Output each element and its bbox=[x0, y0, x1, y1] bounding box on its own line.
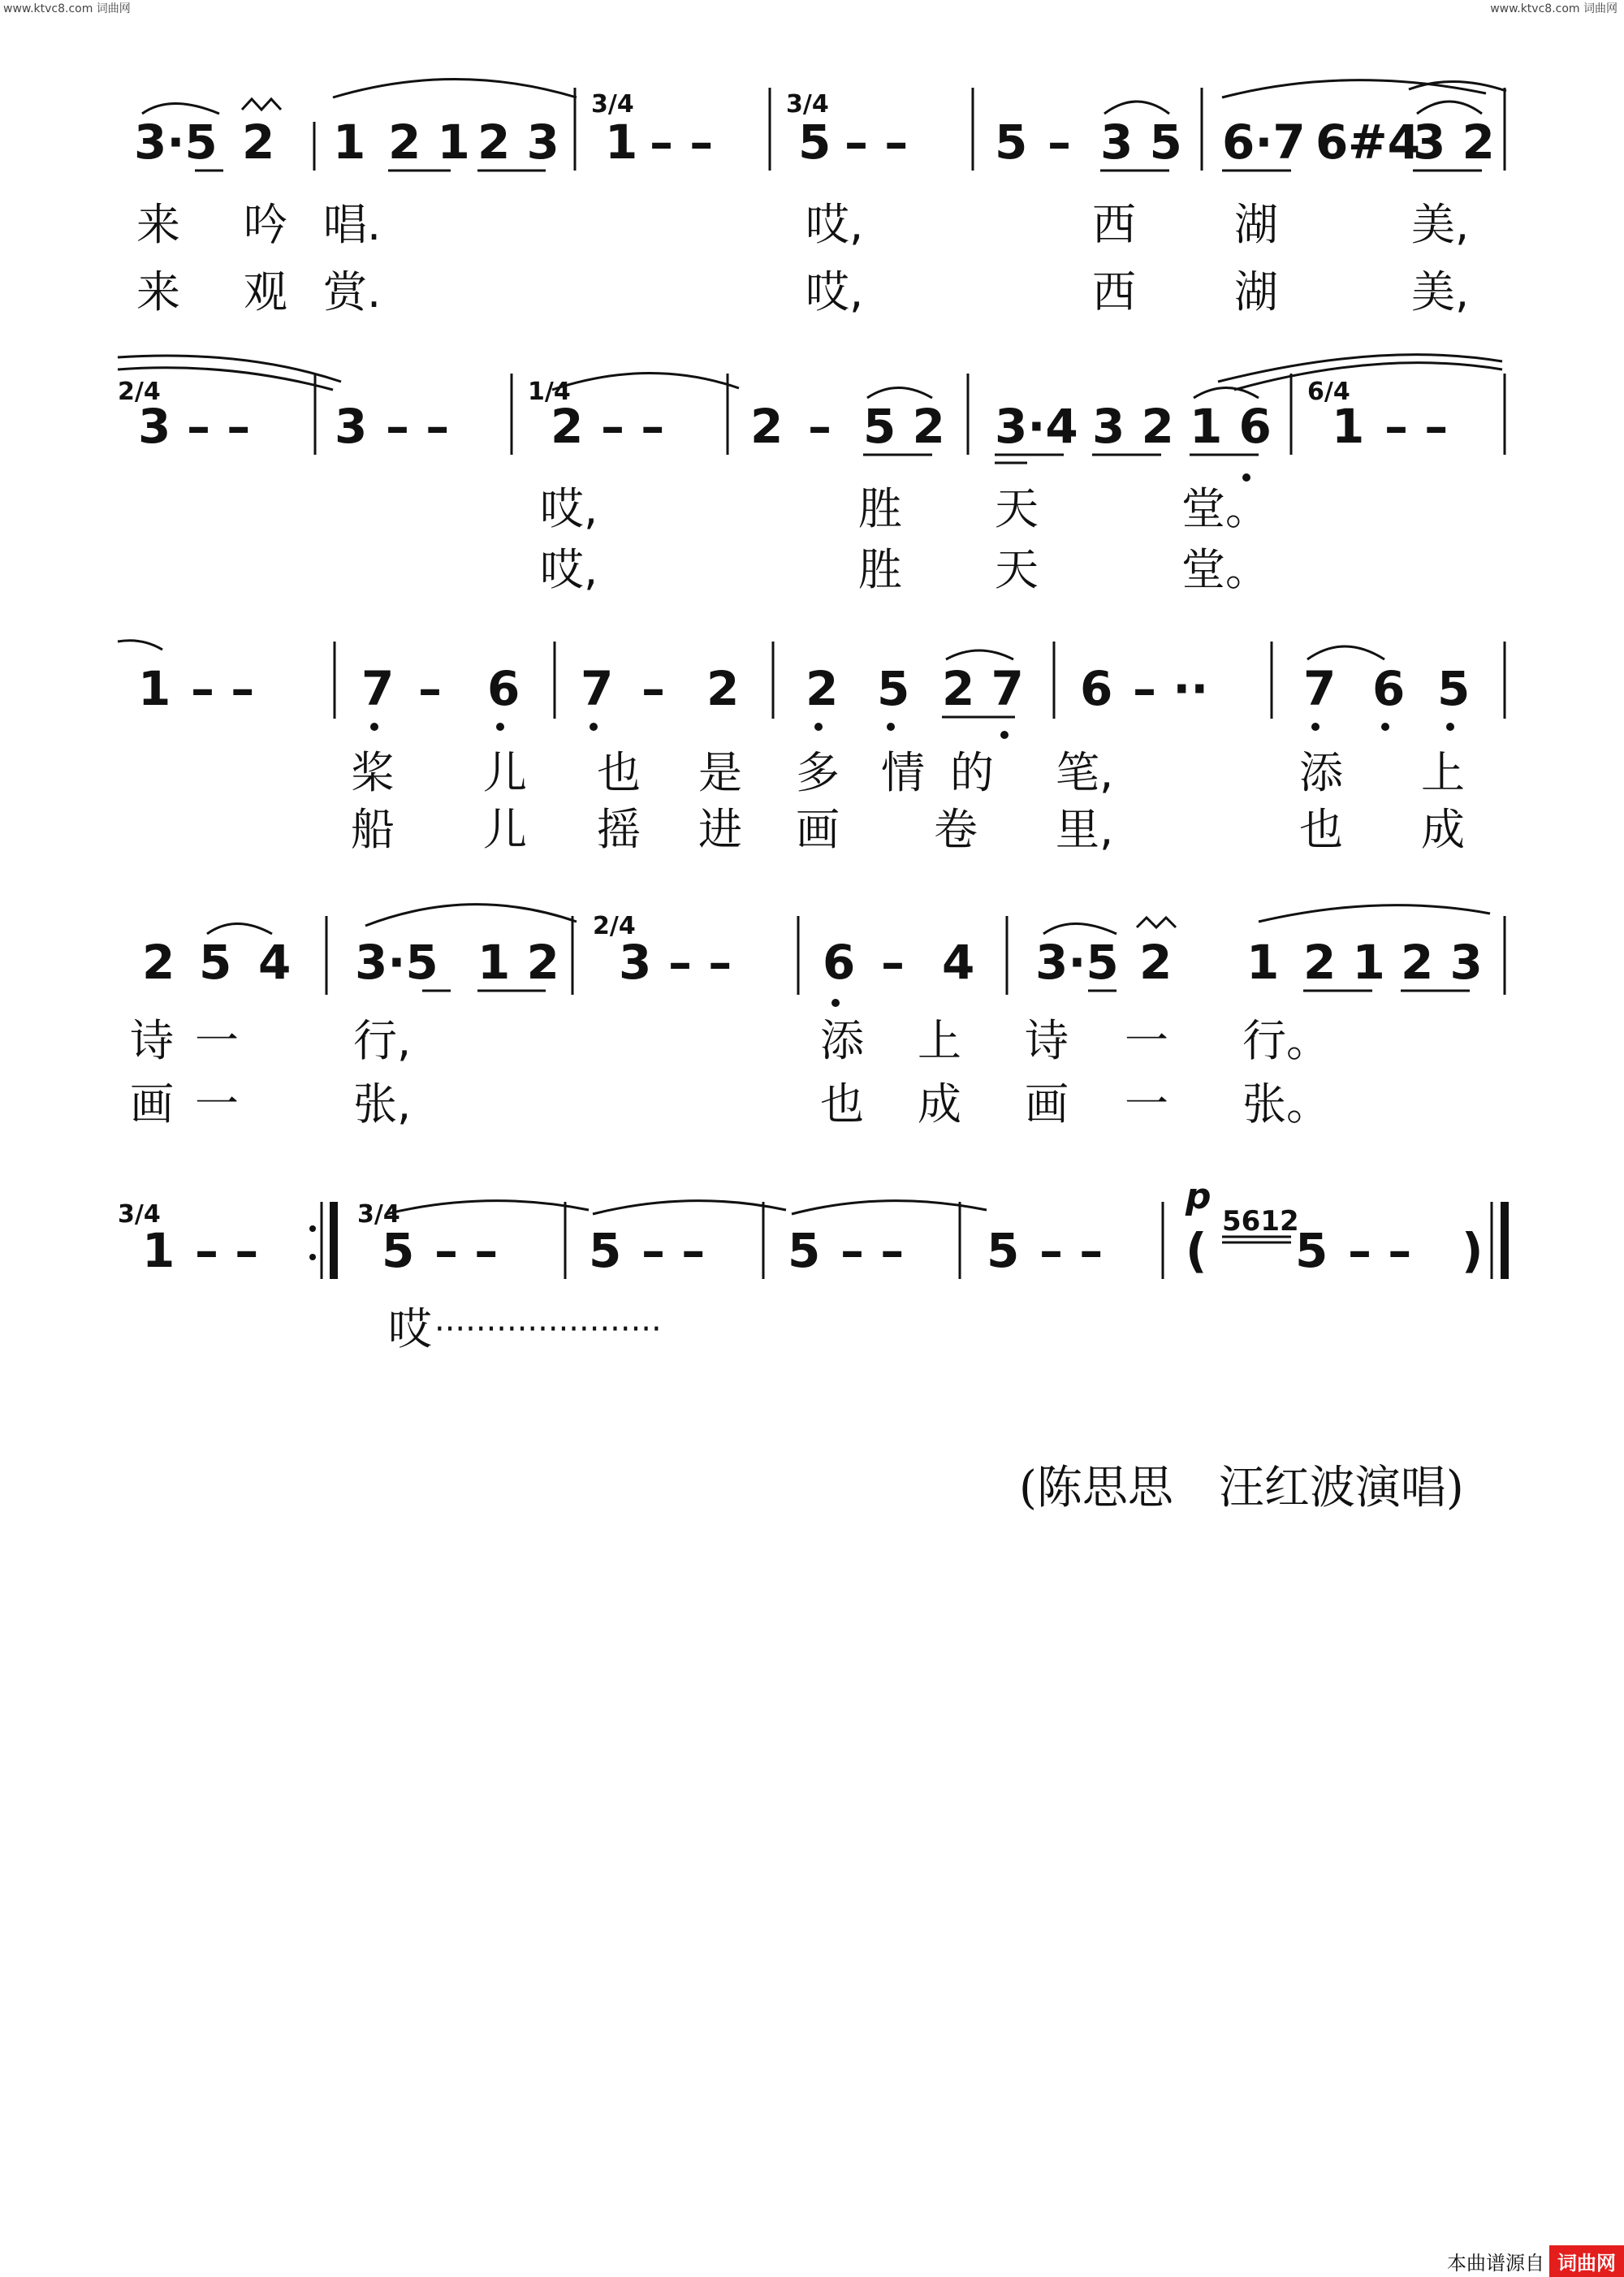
note: 2 3 bbox=[1401, 935, 1483, 990]
note: 6 bbox=[823, 935, 856, 990]
note: 5 bbox=[1295, 1223, 1328, 1278]
note: 3 bbox=[138, 399, 171, 454]
lyric: 吟 bbox=[244, 199, 287, 250]
note: 6·7 bbox=[1222, 114, 1306, 170]
lyric: 张, bbox=[353, 1078, 412, 1130]
note: 1 6 bbox=[1190, 399, 1272, 454]
note: – – bbox=[386, 399, 450, 454]
note: 3·5 bbox=[134, 114, 218, 170]
grace-notes: 5612 bbox=[1222, 1205, 1299, 1238]
time-signature-top: 2/4 bbox=[593, 912, 636, 940]
note: 5 bbox=[987, 1223, 1020, 1278]
lyric: 画 bbox=[130, 1078, 174, 1130]
note: 7 bbox=[581, 661, 614, 716]
lyric: 也 bbox=[1299, 804, 1343, 855]
lyric: 胜 bbox=[858, 544, 902, 595]
note: 2 1 bbox=[388, 114, 470, 170]
note: – – bbox=[601, 399, 665, 454]
time-signature-top: 2/4 bbox=[118, 378, 161, 406]
lyric: 儿 bbox=[483, 804, 527, 855]
lyric: 来 bbox=[136, 199, 180, 250]
lyric: 一 bbox=[1125, 1078, 1168, 1130]
lyric: 美, bbox=[1411, 199, 1470, 250]
note: – bbox=[808, 399, 831, 454]
lyric: 里, bbox=[1056, 804, 1114, 855]
lyric: 一 bbox=[1125, 1015, 1168, 1066]
lyric-extension: ······················ bbox=[434, 1311, 662, 1348]
lyric: 诗 bbox=[1025, 1015, 1069, 1066]
note: – – bbox=[668, 935, 732, 990]
note: 5 bbox=[382, 1223, 415, 1278]
note: 1 bbox=[1246, 935, 1280, 990]
note: 7 bbox=[361, 661, 395, 716]
lyric: 湖 bbox=[1234, 199, 1278, 250]
lyric: 摇 bbox=[597, 804, 641, 855]
time-signature-top: 1/4 bbox=[528, 378, 571, 406]
note: 3 2 bbox=[1092, 399, 1174, 454]
time-signature-top: 6/4 bbox=[1307, 378, 1350, 406]
lyric: 也 bbox=[597, 747, 641, 798]
note: – – bbox=[1384, 399, 1449, 454]
note: 3 2 bbox=[1413, 114, 1495, 170]
time-signature-top: 3/4 bbox=[591, 90, 634, 119]
time-signature-top: 3/4 bbox=[357, 1200, 400, 1229]
note: 3 bbox=[335, 399, 368, 454]
note: 1 bbox=[333, 114, 366, 170]
note: 3·5 bbox=[1035, 935, 1119, 990]
note: 1 bbox=[138, 661, 171, 716]
lyric: 观 bbox=[244, 266, 287, 318]
note: #4 bbox=[1348, 114, 1420, 170]
repeat-dot bbox=[309, 1254, 316, 1260]
note: 3·4 bbox=[995, 399, 1078, 454]
note: 5 bbox=[199, 935, 232, 990]
note: 5 bbox=[1437, 661, 1471, 716]
time-signature-top: 3/4 bbox=[786, 90, 829, 119]
note: 2 7 bbox=[942, 661, 1024, 716]
lyric: 一 bbox=[195, 1015, 239, 1066]
note: 2 bbox=[242, 114, 275, 170]
note: 2 bbox=[750, 399, 784, 454]
note: 5 2 bbox=[863, 399, 945, 454]
lyric: 赏. bbox=[323, 266, 382, 318]
performer-credit: (陈思思 汪红波演唱) bbox=[1019, 1462, 1464, 1514]
lyric: 哎 bbox=[388, 1303, 432, 1355]
lyric: 桨 bbox=[351, 747, 395, 798]
note: 2 bbox=[1139, 935, 1173, 990]
note: – – bbox=[641, 1223, 706, 1278]
note: – bbox=[641, 661, 665, 716]
note: 5 bbox=[877, 661, 910, 716]
header-watermark-left: www.ktvc8.com 词曲网 bbox=[3, 2, 131, 15]
lyric: 哎, bbox=[540, 483, 598, 534]
lyric: 西 bbox=[1092, 266, 1136, 318]
note: ( bbox=[1186, 1223, 1207, 1278]
note: – – bbox=[844, 114, 909, 170]
note: 2 1 bbox=[1303, 935, 1385, 990]
lyric: 进 bbox=[698, 804, 742, 855]
lyric: 的 bbox=[950, 747, 994, 798]
time-signature-top: 3/4 bbox=[118, 1200, 161, 1229]
note: – – bbox=[191, 661, 255, 716]
lyric: 唱. bbox=[323, 199, 382, 250]
lyric: 堂。 bbox=[1181, 483, 1269, 534]
note: – – bbox=[650, 114, 714, 170]
note: 3·5 bbox=[355, 935, 438, 990]
header-watermark-right: www.ktvc8.com 词曲网 bbox=[1490, 2, 1618, 15]
note: 7 bbox=[1303, 661, 1337, 716]
note: – bbox=[881, 935, 905, 990]
note: 2 bbox=[551, 399, 584, 454]
note: 2 3 bbox=[477, 114, 559, 170]
note: 6 bbox=[1315, 114, 1349, 170]
note: 2 bbox=[706, 661, 740, 716]
note: 6 bbox=[487, 661, 520, 716]
footer-source-text: 本曲谱源自 bbox=[1447, 2251, 1544, 2275]
lyric: 天 bbox=[995, 483, 1039, 534]
note: 3 5 bbox=[1100, 114, 1182, 170]
repeat-barline bbox=[330, 1202, 338, 1279]
lyric: 行。 bbox=[1242, 1015, 1330, 1066]
note: – – bbox=[434, 1223, 499, 1278]
note: 3 bbox=[619, 935, 652, 990]
note: 5 bbox=[995, 114, 1028, 170]
note: 2 bbox=[806, 661, 839, 716]
lyric: 上 bbox=[1421, 747, 1465, 798]
lyric: 哎, bbox=[806, 199, 864, 250]
footer-logo[interactable]: 词曲网 bbox=[1549, 2245, 1624, 2277]
note: 1 bbox=[142, 1223, 175, 1278]
note: – ·· bbox=[1133, 661, 1209, 716]
note: 6 bbox=[1372, 661, 1406, 716]
lyric: 诗 bbox=[130, 1015, 174, 1066]
lyric: 情 bbox=[881, 747, 925, 798]
lyric: 堂。 bbox=[1181, 544, 1269, 595]
note: – – bbox=[840, 1223, 905, 1278]
lyric: 美, bbox=[1411, 266, 1470, 318]
lyric: 画 bbox=[1025, 1078, 1069, 1130]
lyric: 笔, bbox=[1056, 747, 1114, 798]
note: 1 2 bbox=[477, 935, 559, 990]
dynamic-marking: p bbox=[1186, 1176, 1212, 1217]
note: 4 bbox=[258, 935, 292, 990]
note: – – bbox=[1039, 1223, 1104, 1278]
note: 5 bbox=[589, 1223, 622, 1278]
lyric: 上 bbox=[918, 1015, 961, 1066]
lyric: 来 bbox=[136, 266, 180, 318]
lyric: 卷 bbox=[934, 804, 978, 855]
lyric: 成 bbox=[1421, 804, 1465, 855]
lyric: 哎, bbox=[806, 266, 864, 318]
lyric: 儿 bbox=[483, 747, 527, 798]
lyric: 哎, bbox=[540, 544, 598, 595]
lyric: 添 bbox=[820, 1015, 864, 1066]
note: 5 bbox=[798, 114, 831, 170]
note: – bbox=[418, 661, 442, 716]
lyric: 张。 bbox=[1242, 1078, 1330, 1130]
lyric: 画 bbox=[796, 804, 840, 855]
footer-source bbox=[1447, 2247, 1624, 2275]
lyric: 是 bbox=[698, 747, 742, 798]
note: 1 bbox=[1332, 399, 1365, 454]
note: – – bbox=[1348, 1223, 1412, 1278]
lyric: 也 bbox=[820, 1078, 864, 1130]
lyric: 成 bbox=[918, 1078, 961, 1130]
note: 6 bbox=[1080, 661, 1113, 716]
lyric: 行, bbox=[353, 1015, 412, 1066]
lyric: 多 bbox=[796, 747, 840, 798]
lyric: 添 bbox=[1299, 747, 1343, 798]
lyric: 西 bbox=[1092, 199, 1136, 250]
note: 4 bbox=[942, 935, 975, 990]
note: 5 bbox=[788, 1223, 821, 1278]
lyric: 胜 bbox=[858, 483, 902, 534]
note: 1 bbox=[605, 114, 638, 170]
final-barline bbox=[1501, 1202, 1509, 1279]
lyric: 湖 bbox=[1234, 266, 1278, 318]
note: – bbox=[1047, 114, 1071, 170]
note: 2 bbox=[142, 935, 175, 990]
lyric: 船 bbox=[351, 804, 395, 855]
lyric: 一 bbox=[195, 1078, 239, 1130]
repeat-dot bbox=[309, 1225, 316, 1232]
note: ) bbox=[1462, 1223, 1484, 1278]
note: – – bbox=[187, 399, 251, 454]
note: – – bbox=[195, 1223, 259, 1278]
lyric: 天 bbox=[995, 544, 1039, 595]
